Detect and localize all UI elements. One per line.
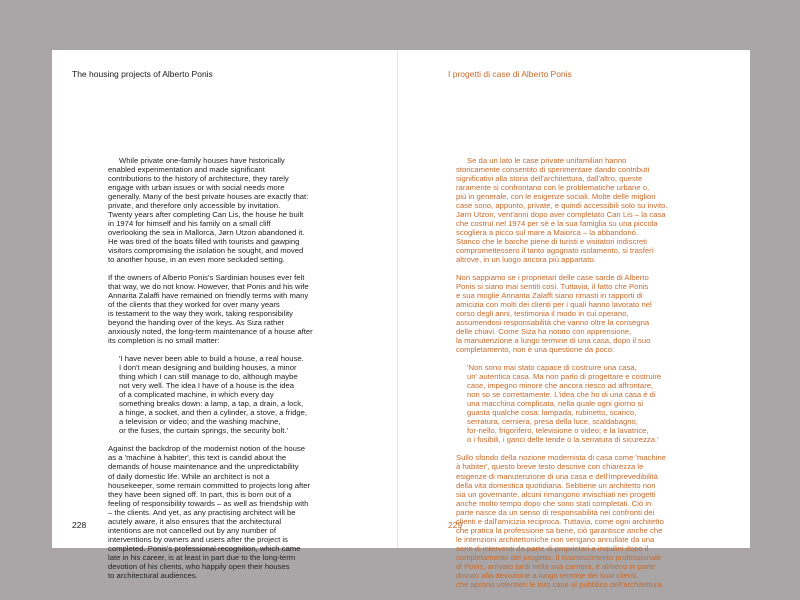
right-quote: 'Non sono mai stato capace di costruire una casa, un' autentica casa. Ma non parlo di progettare e costruire case, impegno minore che ancora riesco ad affrontare, non so se correttamente. L'idea che ho di una casa è di una macchina complicata, nella quale ogni giorno si guasta qualche cosa: lampada, rubinetto, scarico, serratura, cerniera, presa della luce, scaldabagno, for-nello, frigorifero, televisione o video; e la lavatrice, o i fusibili, i ganci delle tende o la serratura di sicurezza.' — [467, 363, 662, 445]
right-body-text — [456, 156, 740, 589]
left-paragraph-1: While private one-family houses have historically enabled experimentation and made significant contributions to the history of architecture, they rarely engage with urban issues or with social needs more generally. Many of the best private houses are exactly that: private, and therefore only accessible by invitation. Twenty years after completing Can Lis, the house he built in 1974 for himself and his family on a small cliff overlooking the sea in Mallorca, Jørn Utzon abandoned it. He was tired of the boats filled with tourists and gawping visitors compromising the isolation he sought, and moved to another house, in an even more secluded setting. — [108, 156, 309, 265]
left-quote: 'I have never been able to build a house, a real house. I don't mean designing and building houses, a minor thing which I can still manage to do, although maybe not very well. The idea I have of a house is the idea of a complicated machine, in which every day something breaks down: a lamp, a tap, a drain, a lock, a hinge, a socket, and then a cylinder, a stove, a fridge, a television or video; and the washing machine, or the fuses, the curtain springs, the security bolt.' — [119, 354, 308, 436]
right-paragraph-2: Non sappiamo se i proprietari delle case sarde di Alberto Ponis si siano mai sentiti così. Tuttavia, il fatto che Ponis e sua moglie Annarita Zalaffi siano rimasti in rapporti di amicizia con molti dei clienti per i quali hanno lavorato nel corso degli anni, testimonia il modo in cui operano, assumendosi responsabilità che vanno oltre la consegna delle chiavi. Come Siza ha notato con apprensione, la manutenzione a lungo termine di una casa, dopo il suo completamento, non è una questione da poco: — [456, 273, 652, 355]
right-page — [398, 50, 750, 589]
left-page-number: 228 — [72, 520, 87, 530]
right-page-number: 229 — [448, 520, 463, 530]
right-running-head: I progetti di case di Alberto Ponis — [448, 69, 572, 79]
left-page — [52, 50, 397, 580]
right-paragraph-3: Sullo sfondo della nozione modernista di casa come 'machine à habiter', questo breve testo descrive con chiarezza le esigenze di manutenzione di una casa e dell'imprevedibilità della vita domestica quotidiana. Sebbene un architetto non sia un governante, alcuni rimangono invischiati nei progetti anche molto tempo dopo che sono stati completati. Ciò in parte nasce da un senso di responsabilità nei confronti dei clienti e dall'amicizia reciproca. Tuttavia, come ogni architetto che pratica la professione sa bene, ciò garantisce anche che le intenzioni architettoniche non vengano annullate da una serie di interventi da parte di proprietari e inquilini dopo il completamento del progetto. Il riconoscimento professionale di Ponis, arrivato tardi nella sua carriera, è almeno in parte dovuto alla devozione a lungo termine dei suoi clienti, che aprono volentieri le loro case al pubblico dell'architettura. — [456, 453, 667, 589]
left-paragraph-2: If the owners of Alberto Ponis's Sardinian houses ever felt that way, we do not know. However, that Ponis and his wife Annarita Zalaffi have remained on friendly terms with many of the clients that they worked for over many years is testament to the way they work, taking responsibility beyond the handing over of the keys. As Siza rather anxiously noted, the long-term maintenance of a house after its completion is no small matter: — [108, 273, 313, 346]
left-body-text — [108, 156, 400, 580]
left-running-head: The housing projects of Alberto Ponis — [72, 69, 213, 79]
left-paragraph-3: Against the backdrop of the modernist notion of the house as a 'machine à habiter', this text is candid about the demands of house maintenance and the unpredictability of daily domestic life. While an architect is not a housekeeper, some remain committed to projects long after they have been signed off. In part, this is born out of a feeling of responsibility towards – as well as friendship with – the clients. And yet, as any practising architect will be acutely aware, it also ensures that the architectural intentions are not cancelled out by any number of interventions by owners and users after the project is completed. Ponis's professional recognition, which came late in his career, is at least in part due to the long-term devotion of his clients, who happily open their houses to architectural audiences. — [108, 444, 311, 580]
right-paragraph-1: Se da un lato le case private unifamiliari hanno storicamente consentito di sperimentare dando contributi significativi alla storia dell'architettura, dall'altro, queste raramente si confrontano con le problematiche urbane o, più in generale, con le esigenze sociali. Molte delle migliori case sono, appunto, private, e quindi accessibili solo su invito. Jørn Utzon, vent'anni dopo aver completato Can Lis – la casa che costruì nel 1974 per sé e la sua famiglia su una piccola scogliera a picco sul mare a Maiorca – la abbandonò. Stanco che le barche piene di turisti e visitatori indiscreti compromettessero il tanto agognato isolamento, si trasferì altrove, in un luogo ancora più appartato. — [456, 156, 668, 265]
